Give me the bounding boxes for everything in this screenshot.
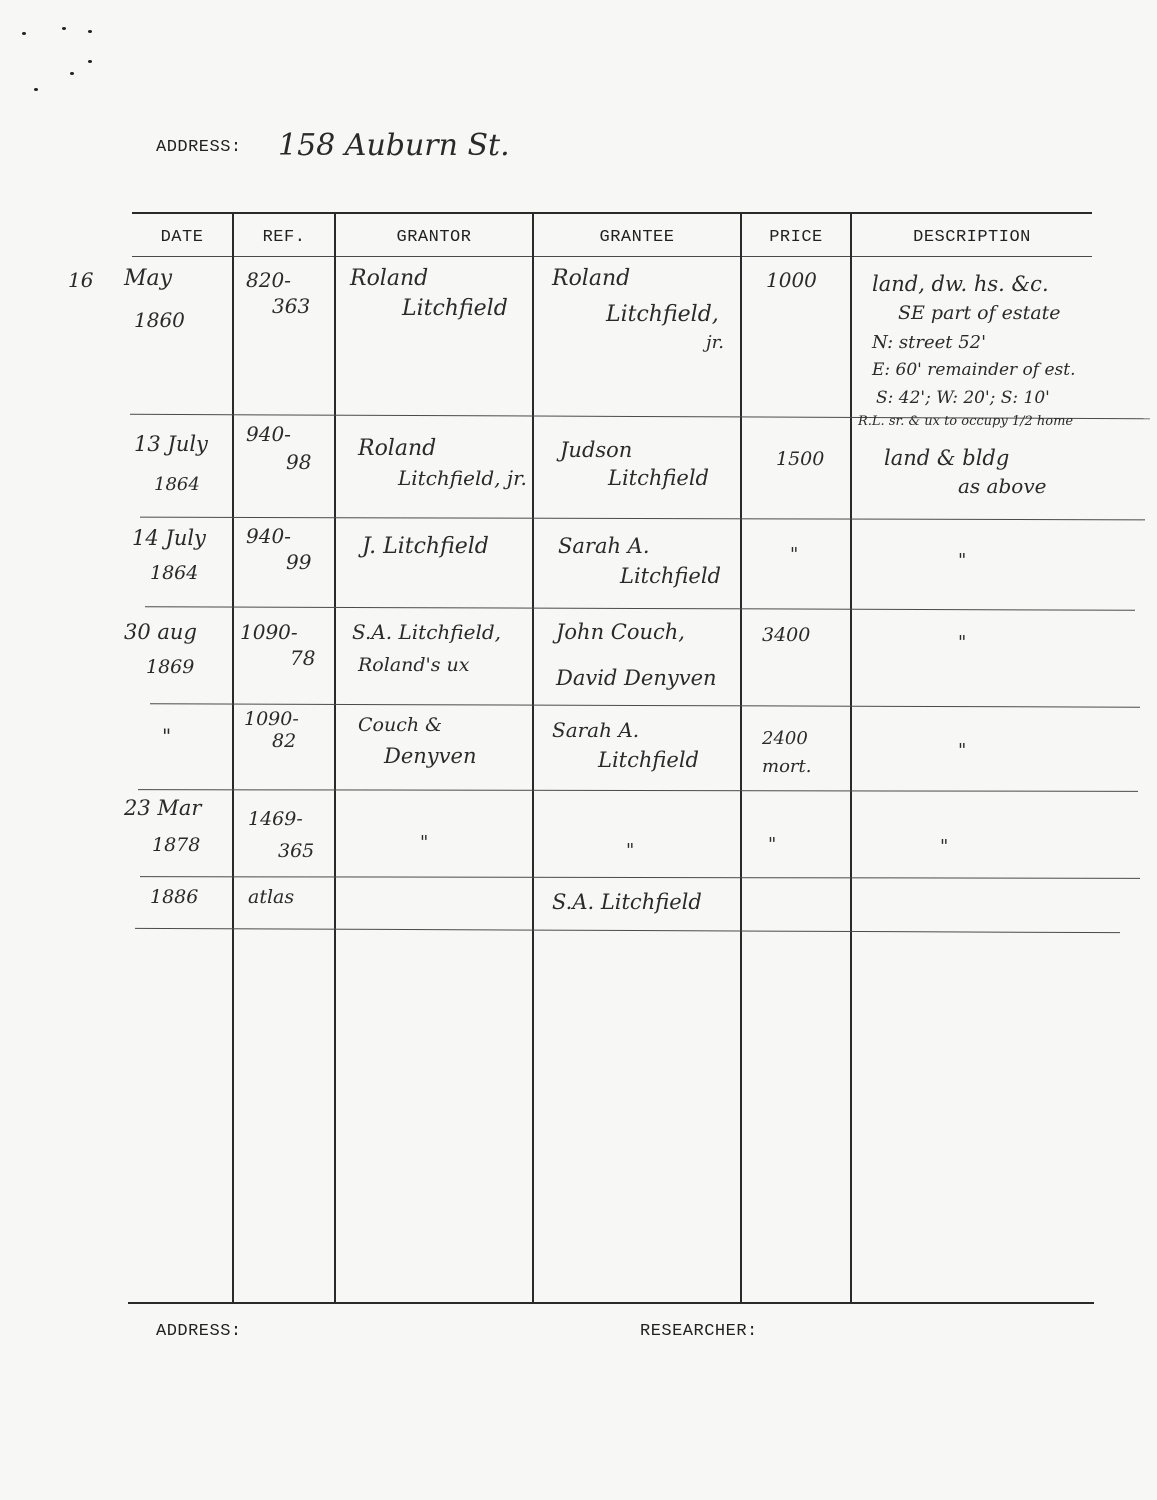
grantor-line1: " [420, 832, 429, 853]
ref-line2: 365 [278, 840, 315, 862]
grantee-line1: Sarah A. [552, 718, 640, 742]
description-line1: land, dw. hs. &c. [872, 272, 1049, 296]
price: 1000 [766, 268, 817, 292]
row-separator [140, 517, 1145, 521]
grantee-line2: Litchfield [608, 466, 709, 490]
col-header-grantor: GRANTOR [396, 228, 472, 247]
grantee-line2: Litchfield, [606, 302, 719, 327]
ref-line2: 78 [290, 646, 316, 670]
price: " [768, 834, 777, 855]
ref-line2: 99 [286, 550, 312, 574]
description-line1: land & bldg [884, 446, 1010, 470]
description-line3: N: street 52' [872, 332, 987, 353]
date-year: 1864 [154, 474, 200, 495]
speck-mark [88, 30, 92, 33]
row-separator [138, 789, 1138, 792]
ref-line2: 98 [286, 450, 312, 474]
date-year: 1869 [146, 656, 195, 678]
grantor-line1: Roland [358, 436, 437, 461]
col-header-price: PRICE [769, 228, 823, 247]
ref-line1: 1090- [240, 620, 298, 644]
grantor-line2: Denyven [384, 744, 477, 768]
grantee-line1: " [626, 840, 635, 861]
date-day-month: 14 July [132, 526, 206, 550]
description-line2: SE part of estate [898, 302, 1061, 324]
ref-line1: atlas [248, 886, 295, 908]
date-year: 1878 [152, 834, 201, 856]
grantee-line1: John Couch, [556, 620, 685, 644]
footer-address-label: ADDRESS: [156, 1322, 242, 1341]
grantor-line2: Roland's ux [358, 654, 470, 676]
col-divider-1 [232, 212, 234, 1304]
price: 3400 [762, 624, 811, 646]
table-bottom-rule [128, 1302, 1094, 1304]
ref-line2: 82 [272, 730, 297, 752]
col-header-grantee: GRANTEE [599, 228, 675, 247]
date-day-month: " [162, 724, 172, 748]
grantee-line3: jr. [706, 332, 724, 353]
header-bottom-rule [132, 256, 1092, 257]
ref-line2: 363 [272, 294, 311, 318]
date-month: May [124, 266, 173, 291]
ref-line1: 1090- [244, 708, 299, 730]
grantor-line2: Litchfield, jr. [398, 466, 527, 490]
table-top-rule [132, 212, 1092, 214]
date-day-month: 23 Mar [124, 796, 202, 820]
description-line2: as above [958, 474, 1047, 498]
col-divider-3 [532, 212, 534, 1304]
col-header-date: DATE [160, 228, 204, 247]
grantee-line1: S.A. Litchfield [552, 890, 702, 914]
date-day: 16 [68, 268, 94, 292]
description-line1: " [958, 740, 967, 761]
description-line1: " [958, 632, 967, 653]
col-divider-5 [850, 212, 852, 1304]
price: 2400 [762, 728, 808, 749]
speck-mark [34, 88, 38, 91]
price: " [790, 544, 799, 565]
footer-researcher-label: RESEARCHER: [640, 1322, 758, 1341]
ref-line1: 1469- [248, 808, 303, 830]
grantee-line2: David Denyven [556, 666, 717, 690]
grantor-line1: Couch & [358, 714, 443, 736]
date-day-month: 30 aug [124, 620, 197, 644]
grantee-line1: Judson [560, 438, 633, 462]
grantee-line2: Litchfield [598, 748, 699, 772]
grantor-line1: Roland [350, 266, 429, 291]
col-header-description: DESCRIPTION [913, 228, 1031, 247]
grantor-line2: Litchfield [402, 296, 508, 321]
description-line1: " [940, 836, 949, 857]
ref-line1: 820- [246, 268, 291, 292]
price: 1500 [776, 448, 825, 470]
col-divider-4 [740, 212, 742, 1304]
speck-mark [88, 60, 92, 63]
row-separator [135, 928, 1120, 933]
grantor-line1: S.A. Litchfield, [352, 620, 502, 644]
grantee-line2: Litchfield [620, 564, 721, 588]
description-line5: S: 42'; W: 20'; S: 10' [876, 388, 1050, 408]
col-divider-2 [334, 212, 336, 1304]
date-year: 1886 [150, 886, 199, 908]
row-separator [140, 876, 1140, 879]
col-header-ref: REF. [262, 228, 306, 247]
description-line6: R.L. sr. & ux to occupy 1/2 home [858, 414, 1074, 429]
speck-mark [70, 72, 74, 75]
ref-line1: 940- [246, 422, 291, 446]
date-year: 1860 [134, 308, 185, 332]
ref-line1: 940- [246, 524, 291, 548]
grantee-line1: Sarah A. [558, 534, 650, 558]
speck-mark [62, 27, 66, 30]
description-line1: " [958, 550, 967, 571]
price-note: mort. [762, 756, 812, 777]
address-value: 158 Auburn St. [278, 128, 510, 163]
grantor-line1: J. Litchfield [362, 534, 489, 559]
row-separator [145, 606, 1135, 610]
date-day-month: 13 July [134, 432, 208, 456]
date-year: 1864 [150, 562, 199, 584]
description-line4: E: 60' remainder of est. [872, 360, 1076, 380]
address-label: ADDRESS: [156, 138, 242, 157]
grantee-line1: Roland [552, 266, 631, 291]
speck-mark [22, 32, 26, 35]
